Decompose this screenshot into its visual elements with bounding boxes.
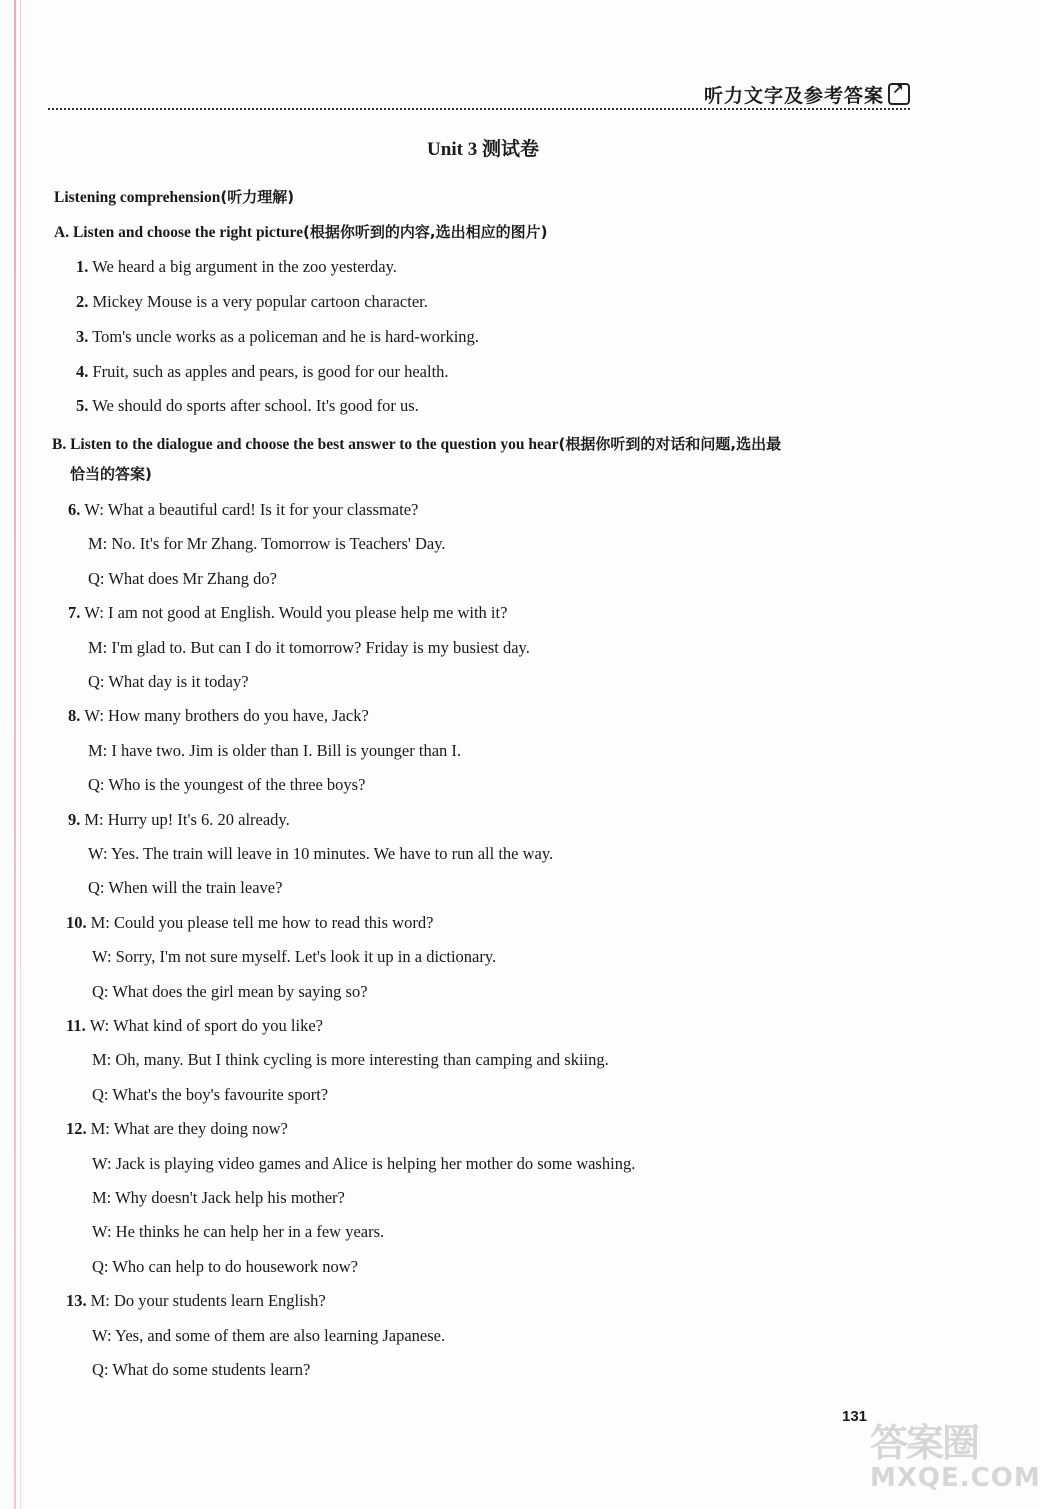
dialogue-line — [92, 1188, 345, 1208]
dialogue-line — [92, 1257, 358, 1277]
question-number: 13. — [66, 1291, 87, 1310]
header-dotted-rule — [48, 108, 910, 110]
dialogue-line — [88, 672, 249, 692]
list-item — [76, 257, 397, 277]
list-item — [76, 396, 419, 416]
question-number: 12. — [66, 1119, 87, 1138]
item-number: 5. — [76, 396, 89, 415]
question-number: 9. — [68, 810, 81, 829]
margin-line-secondary — [20, 0, 21, 1509]
item-text: Mickey Mouse is a very popular cartoon character. — [88, 292, 428, 311]
dialogue-line — [88, 844, 553, 864]
section-heading-zh: (根据你听到的内容,选出相应的图片) — [303, 223, 548, 241]
watermark-logo — [870, 1412, 1041, 1502]
section-heading-en: Listening comprehension — [54, 189, 221, 206]
item-text: Fruit, such as apples and pears, is good for our health. — [88, 362, 449, 381]
dialogue-line — [66, 1016, 323, 1036]
dialogue-text: Q: What day is it today? — [88, 672, 249, 691]
dialogue-line — [68, 500, 418, 520]
dialogue-line — [88, 878, 282, 898]
question-number: 10. — [66, 913, 87, 932]
section-heading-zh: 恰当的答案) — [70, 465, 152, 483]
item-text: Tom's uncle works as a policeman and he is hard-working. — [88, 327, 479, 346]
dialogue-line — [92, 1050, 609, 1070]
dialogue-line — [66, 913, 433, 933]
dialogue-text: Q: What does Mr Zhang do? — [88, 569, 277, 588]
dialogue-line — [66, 1291, 326, 1311]
dialogue-text: M: Hurry up! It's 6. 20 already. — [84, 810, 290, 829]
watermark-en: MXQE.COM — [870, 1463, 1041, 1493]
dialogue-text: Q: When will the train leave? — [88, 878, 283, 897]
dialogue-text: M: Why doesn't Jack help his mother? — [92, 1188, 345, 1207]
dialogue-line — [88, 638, 530, 658]
item-text: We should do sports after school. It's good for us. — [88, 396, 419, 415]
question-number: 6. — [68, 500, 81, 519]
dialogue-line — [88, 534, 446, 554]
item-number: 3. — [76, 327, 89, 346]
dialogue-line — [66, 1119, 288, 1139]
question-number: 7. — [68, 603, 81, 622]
margin-line — [14, 0, 16, 1509]
dialogue-text: M: I have two. Jim is older than I. Bill is younger than I. — [88, 741, 462, 760]
dialogue-text: Q: What does the girl mean by saying so? — [92, 982, 368, 1001]
dialogue-text: Q: What do some students learn? — [92, 1360, 311, 1379]
item-number: 1. — [76, 257, 89, 276]
dialogue-text: M: I'm glad to. But can I do it tomorrow? Friday is my busiest day. — [88, 638, 530, 657]
dialogue-line — [88, 775, 365, 795]
header-title-text: 听力文字及参考答案 — [703, 85, 884, 107]
question-number: 8. — [68, 706, 81, 725]
section-heading-zh: (根据你听到的对话和问题,选出最 — [558, 435, 782, 453]
dialogue-text: W: What a beautiful card! Is it for your classmate? — [84, 500, 419, 519]
dialogue-text: Q: Who can help to do housework now? — [92, 1257, 358, 1276]
dialogue-line — [92, 1326, 445, 1346]
dialogue-text: W: I am not good at English. Would you please help me with it? — [84, 603, 508, 622]
dialogue-line — [68, 603, 507, 623]
dialogue-text: M: Could you please tell me how to read this word? — [90, 913, 434, 932]
dialogue-line — [92, 1085, 328, 1105]
dialogue-text: W: Jack is playing video games and Alice is helping her mother do some washing. — [92, 1154, 636, 1173]
list-item — [76, 327, 479, 347]
dialogue-text: W: What kind of sport do you like? — [89, 1016, 323, 1035]
watermark-cn: 答案圈 — [870, 1421, 979, 1465]
section-heading-listening — [54, 186, 294, 207]
dialogue-text: Q: Who is the youngest of the three boys? — [88, 775, 366, 794]
section-heading-a — [54, 221, 547, 242]
page-header — [48, 84, 910, 114]
dialogue-text: W: Sorry, I'm not sure myself. Let's look it up in a dictionary. — [92, 947, 497, 966]
item-number: 4. — [76, 362, 89, 381]
dialogue-text: W: Yes, and some of them are also learning Japanese. — [92, 1326, 446, 1345]
page-number: 131 — [842, 1408, 868, 1425]
dialogue-text: W: Yes. The train will leave in 10 minutes. We have to run all the way. — [88, 844, 554, 863]
dialogue-text: M: Oh, many. But I think cycling is more interesting than camping and skiing. — [92, 1050, 609, 1069]
page-title: Unit 3 测试卷 — [427, 139, 539, 160]
dialogue-text: W: How many brothers do you have, Jack? — [84, 706, 369, 725]
item-number: 2. — [76, 292, 89, 311]
dialogue-line — [68, 810, 290, 830]
dialogue-text: M: Do your students learn English? — [90, 1291, 326, 1310]
dialogue-line — [68, 706, 369, 726]
section-heading-b-continued — [70, 463, 152, 484]
dialogue-line — [92, 947, 496, 967]
dialogue-text: Q: What's the boy's favourite sport? — [92, 1085, 329, 1104]
list-item — [76, 362, 449, 382]
dialogue-line — [92, 1154, 635, 1174]
section-heading-zh: (听力理解) — [220, 188, 295, 206]
section-heading-en: B. Listen to the dialogue and choose the best answer to the question you hear — [52, 436, 559, 453]
header-title — [694, 81, 910, 108]
list-item — [76, 292, 428, 312]
section-heading-b — [52, 433, 781, 454]
dialogue-text: M: No. It's for Mr Zhang. Tomorrow is Teachers' Day. — [88, 534, 446, 553]
dialogue-text: M: What are they doing now? — [90, 1119, 288, 1138]
item-text: We heard a big argument in the zoo yesterday. — [88, 257, 397, 276]
dialogue-line — [92, 1222, 384, 1242]
dialogue-line — [88, 569, 277, 589]
arrow-box-icon — [888, 83, 910, 105]
dialogue-line — [92, 1360, 310, 1380]
section-heading-en: A. Listen and choose the right picture — [54, 224, 304, 241]
dialogue-line — [92, 982, 368, 1002]
dialogue-line — [88, 741, 461, 761]
dialogue-text: W: He thinks he can help her in a few years. — [92, 1222, 385, 1241]
question-number: 11. — [66, 1016, 86, 1035]
